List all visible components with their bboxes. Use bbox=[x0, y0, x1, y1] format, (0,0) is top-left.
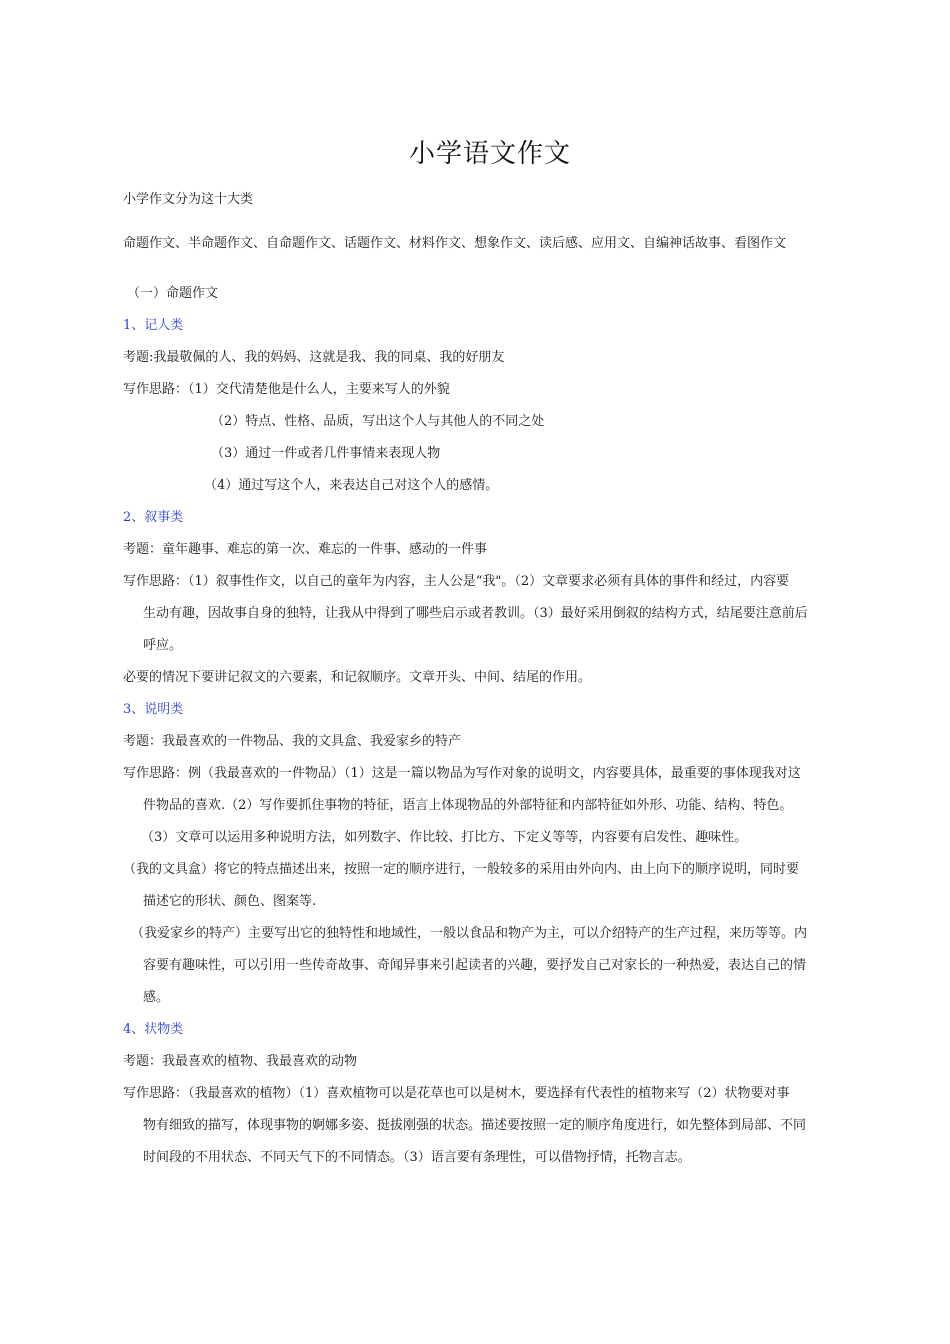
idea-1-line-3: （3）通过一件或者几件事情来表现人物 bbox=[211, 446, 441, 461]
topic-3: 考题：我最喜欢的一件物品、我的文具盒、我爱家乡的特产 bbox=[123, 734, 462, 749]
note-2: 必要的情况下要讲记叙文的六要素，和记叙顺序。文章开头、中间、结尾的作用。 bbox=[123, 670, 592, 685]
specialty-row-3: 感。 bbox=[143, 990, 170, 1005]
idea-1-line-1: 写作思路：（1）交代清楚他是什么人，主要来写人的外貌 bbox=[123, 382, 450, 397]
intro-text: 小学作文分为这十大类 bbox=[123, 192, 254, 207]
idea-4-row-1: 写作思路：（我最喜欢的植物）（1）喜欢植物可以是花草也可以是树木，要选择有代表性的植物来写（2）状物要对事 bbox=[123, 1086, 790, 1101]
idea-3-row-2: 件物品的喜欢.（2）写作要抓住事物的特征，语言上体现物品的外部特征和内部特征如外形、功能、结构、特色。 bbox=[143, 798, 793, 813]
idea-4-row-3: 时间段的不用状态、不同天气下的不同情态。（3）语言要有条理性，可以借物抒情，托物言志。 bbox=[143, 1150, 691, 1165]
idea-2-row-3: 呼应。 bbox=[143, 638, 183, 653]
topic-1: 考题:我最敬佩的人、我的妈妈、这就是我、我的同桌、我的好朋友 bbox=[123, 350, 505, 365]
pencil-box-row-2: 描述它的形状、颜色、图案等. bbox=[143, 894, 317, 909]
subheading-2: 2、叙事类 bbox=[123, 510, 184, 525]
page-title: 小学语文作文 bbox=[408, 139, 571, 169]
idea-2-row-2: 生动有趣，因故事自身的独特，让我从中得到了哪些启示或者教训。（3）最好采用倒叙的结构方式，结尾要注意前后 bbox=[143, 606, 808, 621]
subheading-1: 1、记人类 bbox=[123, 318, 184, 333]
idea-3-row-3: （3）文章可以运用多种说明方法，如列数字、作比较、打比方、下定义等等，内容要有启发性、趣味性。 bbox=[141, 830, 748, 845]
idea-1-line-2: （2）特点、性格、品质，写出这个人与其他人的不同之处 bbox=[211, 414, 545, 429]
categories-list: 命题作文、半命题作文、自命题作文、话题作文、材料作文、想象作文、读后感、应用文、自编神话故事、看图作文 bbox=[123, 236, 787, 251]
subheading-4: 4、状物类 bbox=[123, 1022, 184, 1037]
topic-2: 考题：童年趣事、难忘的第一次、难忘的一件事、感动的一件事 bbox=[123, 542, 488, 557]
specialty-row-2: 容要有趣味性，可以引用一些传奇故事、奇闻异事来引起读者的兴趣，要抒发自己对家长的一种热爱，表达自己的情 bbox=[143, 958, 807, 973]
idea-2-row-1: 写作思路：（1）叙事性作文，以自己的童年为内容，主人公是“我"。（2）文章要求必须有具体的事件和经过，内容要 bbox=[123, 574, 790, 589]
pencil-box-row-1: （我的文具盒）将它的特点描述出来，按照一定的顺序进行，一般较多的采用由外向内、由上向下的顺序说明，同时要 bbox=[123, 862, 800, 877]
idea-1-line-4: （4）通过写这个人，来表达自己对这个人的感情。 bbox=[204, 478, 499, 493]
idea-3-row-1: 写作思路：例（我最喜欢的一件物品）（1）这是一篇以物品为写作对象的说明文，内容要具体，最重要的事体现我对这 bbox=[123, 766, 801, 781]
subheading-3: 3、说明类 bbox=[123, 702, 184, 717]
topic-4: 考题：我最喜欢的植物、我最喜欢的动物 bbox=[123, 1054, 358, 1069]
idea-4-row-2: 物有细致的描写，体现事物的婀娜多姿、挺拔刚强的状态。描述要按照一定的顺序角度进行，如先整体到局部、不同 bbox=[143, 1118, 807, 1133]
section-heading: （一）命题作文 bbox=[127, 286, 219, 301]
specialty-row-1: （我爱家乡的特产）主要写出它的独特性和地域性，一般以食品和物产为主，可以介绍特产的生产过程，来历等等。内 bbox=[131, 926, 808, 941]
